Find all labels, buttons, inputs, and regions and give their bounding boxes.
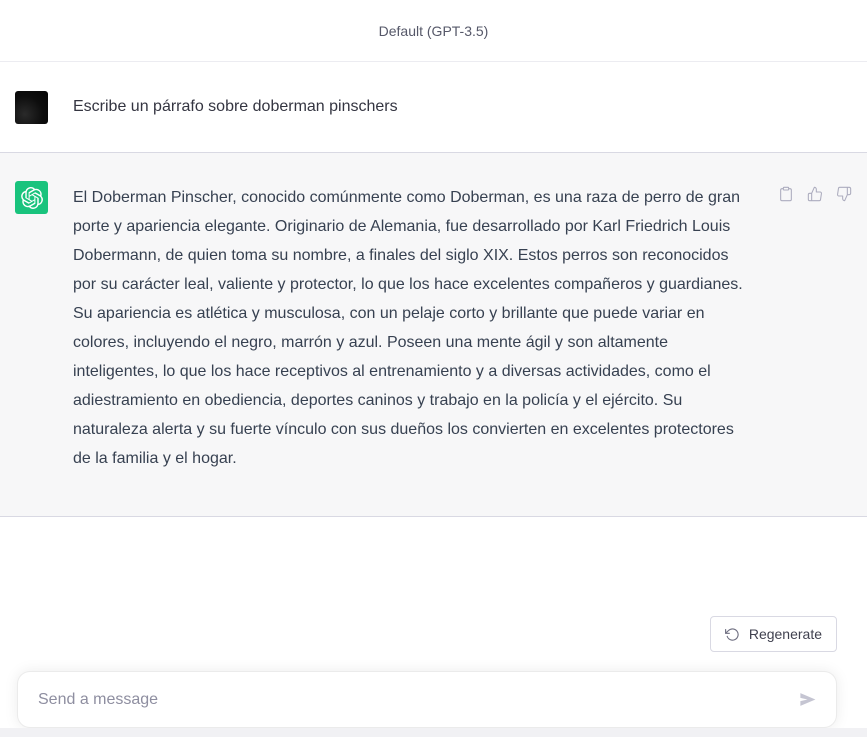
copy-icon xyxy=(778,186,794,202)
message-input[interactable] xyxy=(36,690,790,710)
thumbs-down-icon xyxy=(836,186,852,202)
model-label: Default (GPT-3.5) xyxy=(378,22,489,39)
regenerate-area xyxy=(0,616,867,652)
assistant-message-row xyxy=(0,152,867,517)
thumbs-up-icon xyxy=(807,186,823,202)
assistant-message-text: El Doberman Pinscher, conocido comúnmente como Doberman, es una raza de perro de gran porte y apariencia elegante. Originario de Alemania, fue desarrollado por Karl Friedrich Louis Dobermann, de quien toma su nombre, a finales del siglo XIX. Estos perros son reconocidos por su carácter leal, valiente y protector, lo que los hace excelentes compañeros y guardianes. Su apariencia es atlética y musculosa, con un pelaje corto y brillante que puede variar en colores, incluyendo el negro, marrón y azul. Poseen una mente ágil y son altamente inteligentes, lo que los hace receptivos al entrenamiento y a diversas actividades, como el adiestramiento en obediencia, deportes caninos y trabajo en la policía y el ejército. Su naturaleza alerta y su fuerte vínculo con sus dueños los convierten en excelentes protectores de la familia y el hogar. xyxy=(73,189,743,467)
bottom-strip xyxy=(0,728,867,737)
regenerate-icon xyxy=(725,627,740,642)
model-header xyxy=(0,0,867,62)
send-icon xyxy=(798,690,817,709)
copy-button[interactable] xyxy=(778,186,794,202)
regenerate-button[interactable] xyxy=(710,616,837,652)
user-message-text: Escribe un párrafo sobre doberman pinschers xyxy=(73,98,398,115)
user-avatar xyxy=(15,91,48,124)
regenerate-label: Regenerate xyxy=(748,626,822,642)
composer xyxy=(17,671,837,728)
thumbs-down-button[interactable] xyxy=(836,186,852,202)
send-button[interactable] xyxy=(790,683,824,717)
assistant-avatar xyxy=(15,181,48,214)
openai-logo-icon xyxy=(21,187,43,209)
user-message-row xyxy=(0,62,867,152)
message-actions xyxy=(778,181,852,202)
thumbs-up-button[interactable] xyxy=(807,186,823,202)
